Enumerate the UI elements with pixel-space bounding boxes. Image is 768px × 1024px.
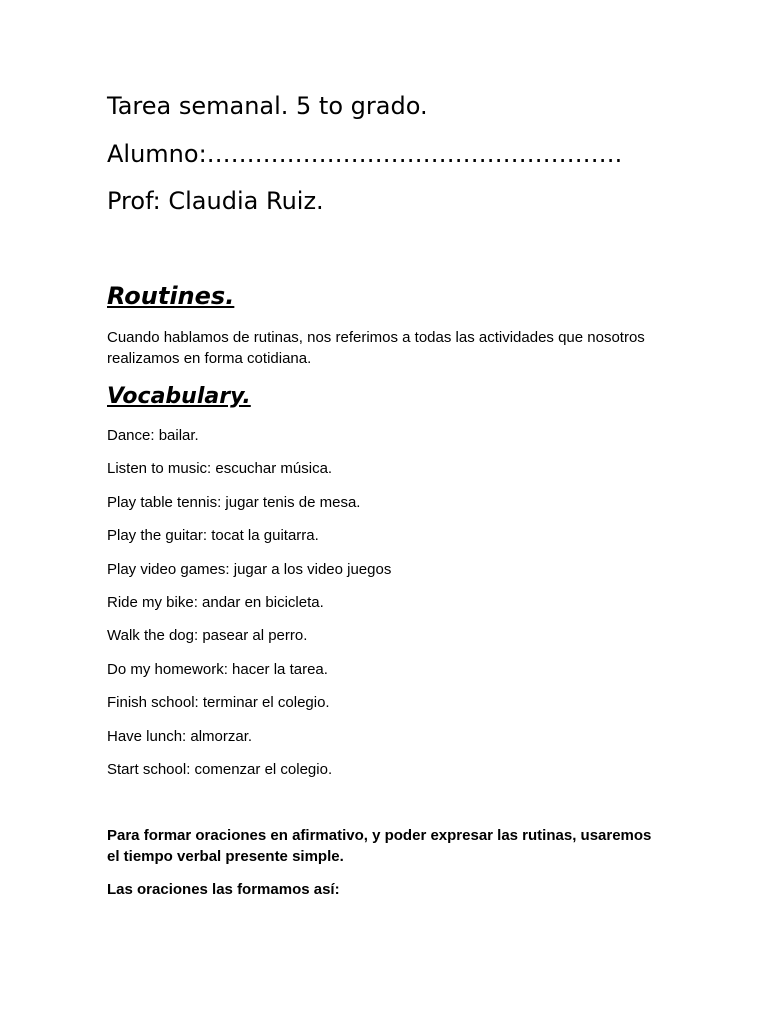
affirmative-explanation: Para formar oraciones en afirmativo, y poder expresar las rutinas, usaremos el tiempo verbal presente simple.	[107, 827, 652, 865]
student-field: Alumno:…………………………………………….	[107, 140, 623, 168]
vocabulary-item: Play video games: jugar a los video juegos	[107, 560, 392, 578]
teacher-name: Prof: Claudia Ruiz.	[107, 187, 324, 215]
vocabulary-item: Do my homework: hacer la tarea.	[107, 660, 328, 678]
routines-intro: Cuando hablamos de rutinas, nos referimos a todas las actividades que nosotros realizamos en forma cotidiana.	[107, 329, 645, 367]
vocabulary-item: Walk the dog: pasear al perro.	[107, 627, 308, 645]
vocabulary-item: Finish school: terminar el colegio.	[107, 694, 330, 712]
vocabulary-item: Ride my bike: andar en bicicleta.	[107, 593, 324, 611]
vocabulary-item: Dance: bailar.	[107, 427, 199, 444]
page-title: Tarea semanal. 5 to grado.	[107, 92, 428, 120]
routines-heading: Routines.	[107, 282, 235, 310]
sentence-formation-label: Las oraciones las formamos así:	[107, 881, 340, 898]
vocabulary-item: Play the guitar: tocat la guitarra.	[107, 527, 319, 545]
vocabulary-list	[107, 425, 391, 792]
vocabulary-heading: Vocabulary.	[107, 384, 251, 409]
vocabulary-item: Have lunch: almorzar.	[107, 727, 253, 745]
vocabulary-item: Listen to music: escuchar música.	[107, 460, 333, 478]
vocabulary-item: Start school: comenzar el colegio.	[107, 760, 333, 778]
vocabulary-item: Play table tennis: jugar tenis de mesa.	[107, 493, 361, 511]
